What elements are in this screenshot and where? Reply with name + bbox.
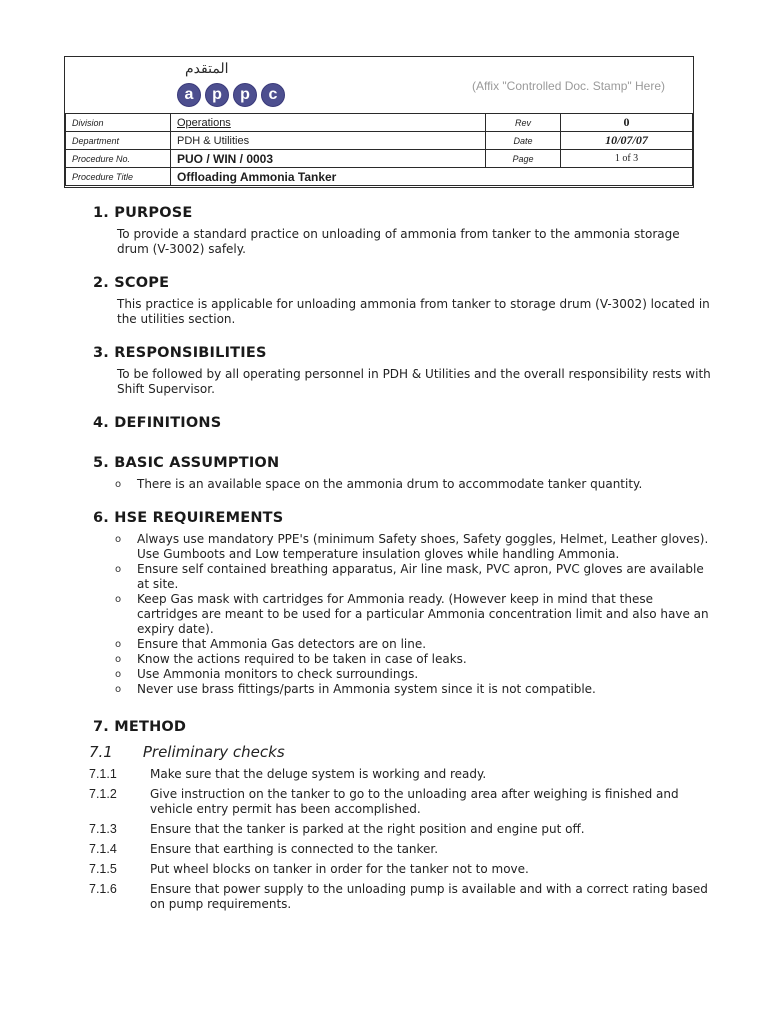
section-text: This practice is applicable for unloading ammonia from tanker to storage drum (V-3002) located in the utilities section. — [117, 297, 710, 326]
section-method — [89, 719, 713, 912]
document-info-table — [65, 113, 693, 186]
step-number: 7.1.6 — [89, 882, 117, 896]
department-value: PDH & Utilities — [171, 132, 486, 150]
section-title: 1. PURPOSE — [93, 205, 193, 221]
step-text: Ensure that the tanker is parked at the right position and engine put off. — [150, 822, 585, 836]
logo-circles — [177, 83, 285, 107]
section-text: To provide a standard practice on unloading of ammonia from tanker to the ammonia storage drum (V-3002) safely. — [117, 227, 680, 256]
section-basic-assumption — [93, 455, 713, 492]
list-item: o Know the actions required to be taken in case of leaks. — [115, 652, 713, 667]
list-item: o Use Ammonia monitors to check surroundings. — [115, 667, 713, 682]
table-row — [66, 150, 693, 168]
list-item: o Ensure that Ammonia Gas detectors are on line. — [115, 637, 713, 652]
step-number: 7.1.1 — [89, 767, 117, 781]
date-value: 10/07/07 — [561, 132, 693, 150]
table-row — [66, 168, 693, 186]
document-control-header — [64, 56, 694, 188]
step-text: Ensure that power supply to the unloading pump is available and with a correct rating based on pump requirements. — [150, 882, 708, 911]
page-value: 1 of 3 — [561, 150, 693, 168]
rev-value: 0 — [561, 114, 693, 132]
subsection-title: Preliminary checks — [142, 743, 285, 761]
rev-label: Rev — [486, 114, 561, 132]
subsection-number: 7.1 — [89, 743, 113, 761]
section-title: 7. METHOD — [93, 719, 187, 735]
step-text: Make sure that the deluge system is working and ready. — [150, 767, 487, 781]
list-item: o Never use brass fittings/parts in Ammonia system since it is not compatible. — [115, 682, 713, 697]
list-item — [89, 882, 713, 912]
section-scope — [93, 275, 713, 327]
logo-letter: p — [205, 83, 229, 107]
section-title: 3. RESPONSIBILITIES — [93, 345, 267, 361]
section-hse-requirements — [93, 510, 713, 697]
procedure-title-label: Procedure Title — [66, 168, 171, 186]
procedure-no-label: Procedure No. — [66, 150, 171, 168]
logo-letter: p — [233, 83, 257, 107]
controlled-doc-stamp-note: (Affix "Controlled Doc. Stamp" Here) — [471, 79, 665, 93]
logo-letter: c — [261, 83, 285, 107]
section-purpose — [93, 205, 713, 257]
step-number: 7.1.5 — [89, 862, 117, 876]
section-text: To be followed by all operating personnel in PDH & Utilities and the overall responsibility rests with Shift Supervisor. — [117, 367, 711, 396]
list-item — [89, 842, 713, 857]
document-body — [89, 205, 713, 917]
step-number: 7.1.2 — [89, 787, 117, 801]
list-item: o Always use mandatory PPE's (minimum Safety shoes, Safety goggles, Helmet, Leather gloves). Use Gumboots and Low temperature insulation gloves while handling Ammonia. — [115, 532, 713, 562]
procedure-no-value: PUO / WIN / 0003 — [171, 150, 486, 168]
list-item: o There is an available space on the ammonia drum to accommodate tanker quantity. — [115, 477, 713, 492]
step-number: 7.1.4 — [89, 842, 117, 856]
method-steps — [89, 767, 713, 912]
list-item — [89, 822, 713, 837]
step-number: 7.1.3 — [89, 822, 117, 836]
section-title: 5. BASIC ASSUMPTION — [93, 455, 280, 471]
list-item — [89, 862, 713, 877]
division-value: Operations — [171, 114, 486, 132]
step-text: Give instruction on the tanker to go to the unloading area after weighing is finished and vehicle entry permit has been accomplished. — [150, 787, 679, 816]
procedure-title-value: Offloading Ammonia Tanker — [171, 168, 693, 186]
list-item: o Keep Gas mask with cartridges for Ammonia ready. (However keep in mind that these cartridges are meant to be used for a particular Ammonia concentration limit and also have an expiry date). — [115, 592, 713, 637]
table-row — [66, 132, 693, 150]
department-label: Department — [66, 132, 171, 150]
division-label: Division — [66, 114, 171, 132]
list-item — [89, 787, 713, 817]
section-title: 4. DEFINITIONS — [93, 415, 222, 431]
section-title: 2. SCOPE — [93, 275, 170, 291]
subsection-heading — [89, 743, 713, 761]
logo-arabic-text: المتقدم — [185, 61, 229, 77]
list-item: o Ensure self contained breathing apparatus, Air line mask, PVC apron, PVC gloves are available at site. — [115, 562, 713, 592]
page-label: Page — [486, 150, 561, 168]
date-label: Date — [486, 132, 561, 150]
step-text: Put wheel blocks on tanker in order for the tanker not to move. — [150, 862, 529, 876]
bullet-list — [93, 532, 713, 697]
list-item — [89, 767, 713, 782]
logo-letter: a — [177, 83, 201, 107]
table-row — [66, 114, 693, 132]
section-title: 6. HSE REQUIREMENTS — [93, 510, 284, 526]
section-definitions — [93, 415, 713, 431]
company-logo — [173, 61, 293, 115]
step-text: Ensure that earthing is connected to the tanker. — [150, 842, 439, 856]
section-responsibilities — [93, 345, 713, 397]
bullet-list — [93, 477, 713, 492]
